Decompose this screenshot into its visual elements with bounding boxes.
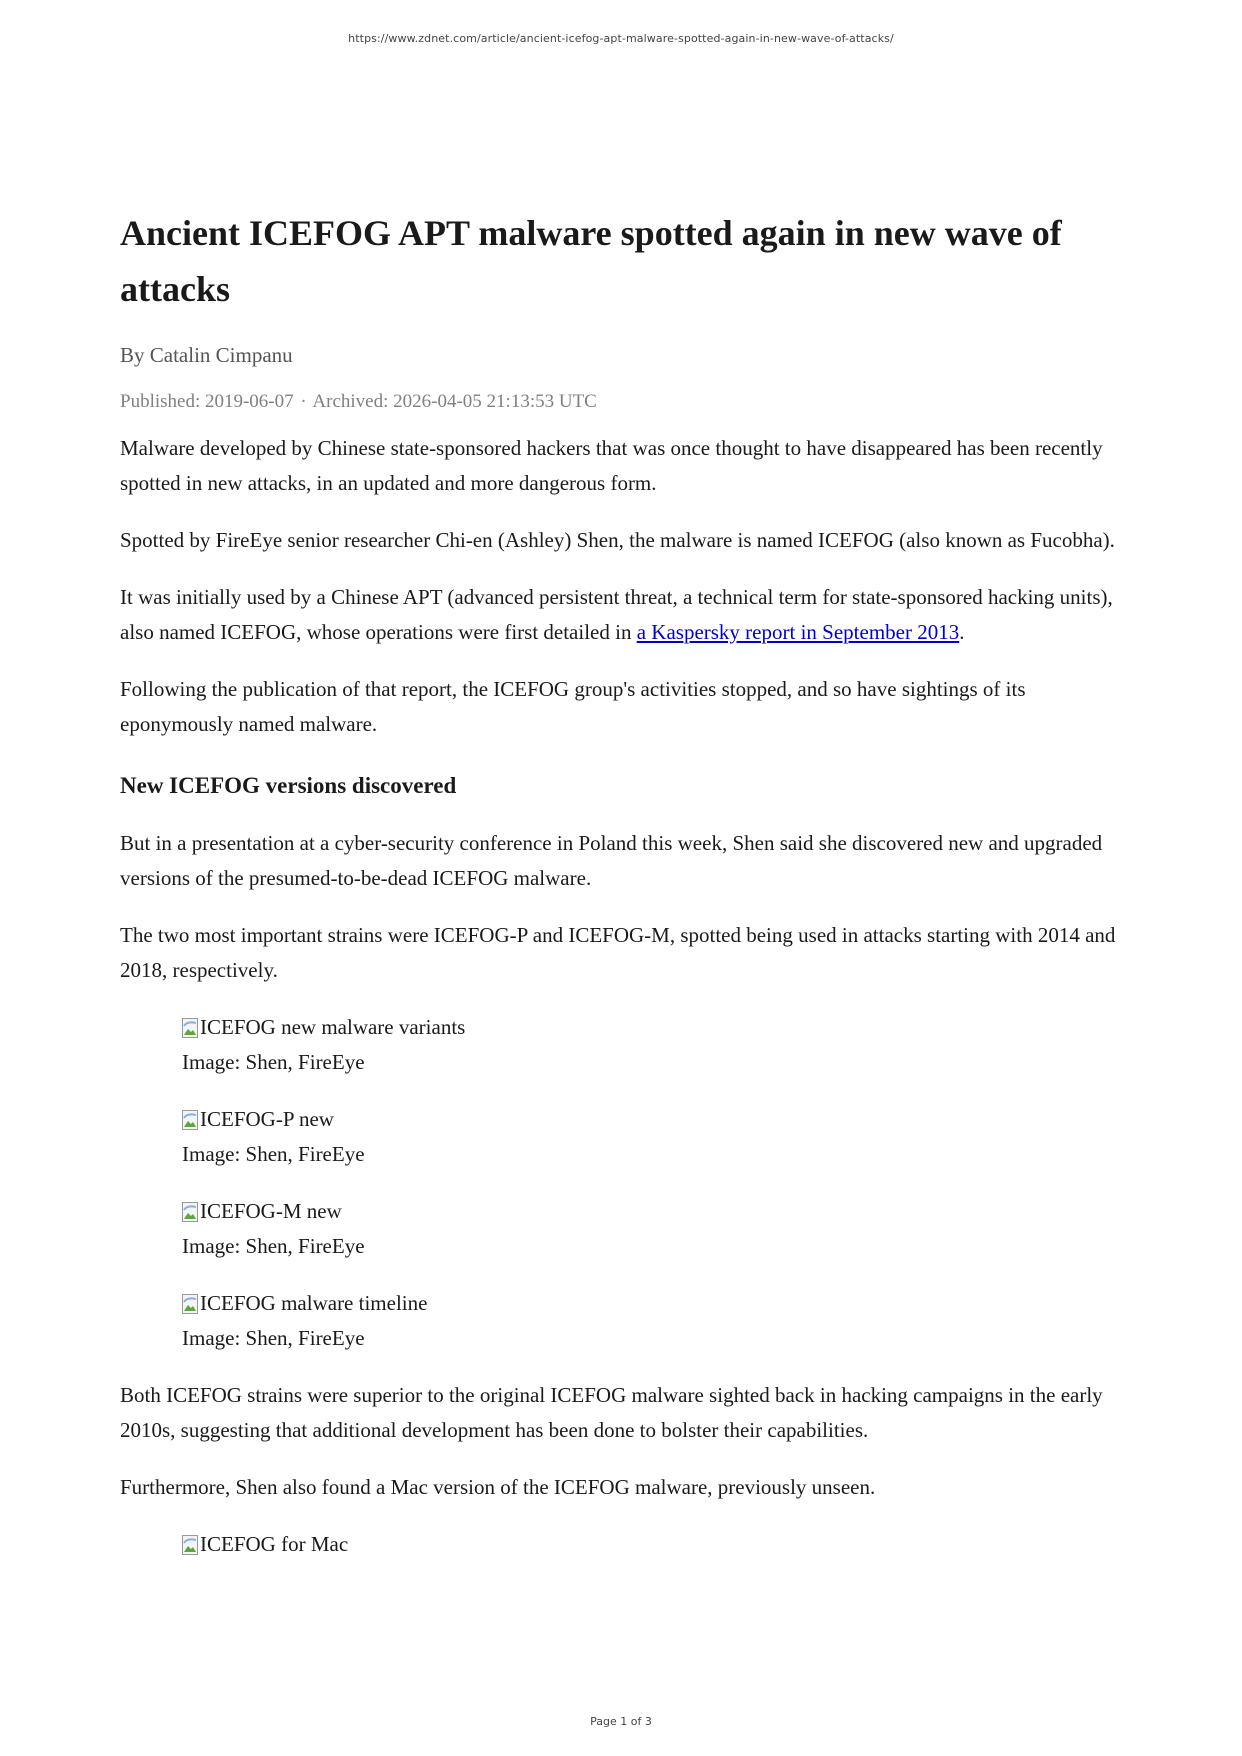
broken-image-icon — [182, 1202, 198, 1222]
page-number: Page 1 of 3 — [590, 1715, 652, 1728]
paragraph: The two most important strains were ICEFOG-P and ICEFOG-M, spotted being used in attacks starting with 2014 and 2018, respectively. — [120, 923, 1116, 982]
figure-alt-text: ICEFOG-P new — [200, 1107, 334, 1131]
figure-image — [182, 1286, 1130, 1321]
figure — [182, 1194, 1130, 1264]
broken-image-icon — [182, 1294, 198, 1314]
figure-alt-text: ICEFOG malware timeline — [200, 1291, 428, 1315]
figure-image — [182, 1527, 1130, 1562]
figure — [182, 1102, 1130, 1172]
date-separator: · — [300, 391, 307, 412]
paragraph: Following the publication of that report, the ICEFOG group's activities stopped, and so have sightings of its eponymously named malware. — [120, 677, 1026, 736]
broken-image-icon — [182, 1018, 198, 1038]
kaspersky-report-link[interactable]: a Kaspersky report in September 2013 — [636, 620, 960, 644]
paragraph-with-link — [120, 580, 1130, 650]
figure-caption: Image: Shen, FireEye — [182, 1234, 365, 1258]
broken-image-icon — [182, 1535, 198, 1555]
article-dates — [120, 389, 1130, 415]
archived-date: Archived: 2026-04-05 21:13:53 UTC — [312, 391, 597, 412]
page-url-header: https://www.zdnet.com/article/ancient-icefog-apt-malware-spotted-again-in-new-wave-of-attacks/ — [348, 32, 894, 45]
figure — [182, 1527, 1130, 1562]
broken-image-icon — [182, 1110, 198, 1130]
figure-alt-text: ICEFOG for Mac — [200, 1532, 349, 1556]
paragraph-text: . — [959, 620, 965, 644]
figure-caption: Image: Shen, FireEye — [182, 1050, 365, 1074]
figure-alt-text: ICEFOG new malware variants — [200, 1015, 466, 1039]
section-heading: New ICEFOG versions discovered — [120, 773, 457, 798]
figure-caption: Image: Shen, FireEye — [182, 1142, 365, 1166]
figure-caption: Image: Shen, FireEye — [182, 1326, 365, 1350]
paragraph: Spotted by FireEye senior researcher Chi-en (Ashley) Shen, the malware is named ICEFOG (also known as Fucobha). — [120, 528, 1115, 552]
paragraph: Furthermore, Shen also found a Mac version of the ICEFOG malware, previously unseen. — [120, 1475, 876, 1499]
figure-image — [182, 1102, 1130, 1137]
published-date: Published: 2019-06-07 — [120, 391, 294, 412]
figure — [182, 1010, 1130, 1080]
paragraph: But in a presentation at a cyber-security conference in Poland this week, Shen said she discovered new and upgraded versions of the presumed-to-be-dead ICEFOG malware. — [120, 831, 1103, 890]
article-title: Ancient ICEFOG APT malware spotted again in new wave of attacks — [120, 213, 1062, 309]
figure-image — [182, 1194, 1130, 1229]
article — [120, 205, 1130, 1562]
article-byline: By Catalin Cimpanu — [120, 343, 293, 367]
paragraph: Malware developed by Chinese state-sponsored hackers that was once thought to have disappeared has been recently spotted in new attacks, in an updated and more dangerous form. — [120, 436, 1103, 495]
figure — [182, 1286, 1130, 1356]
figure-alt-text: ICEFOG-M new — [200, 1199, 342, 1223]
paragraph: Both ICEFOG strains were superior to the original ICEFOG malware sighted back in hacking campaigns in the early 2010s, suggesting that additional development has been done to bolster their capabilities. — [120, 1383, 1103, 1442]
paragraph-text: It was initially used by a Chinese APT (advanced persistent threat, a technical term for state-sponsored hacking units), also named ICEFOG, whose operations were first detailed in — [120, 585, 1113, 644]
figure-image — [182, 1010, 1130, 1045]
